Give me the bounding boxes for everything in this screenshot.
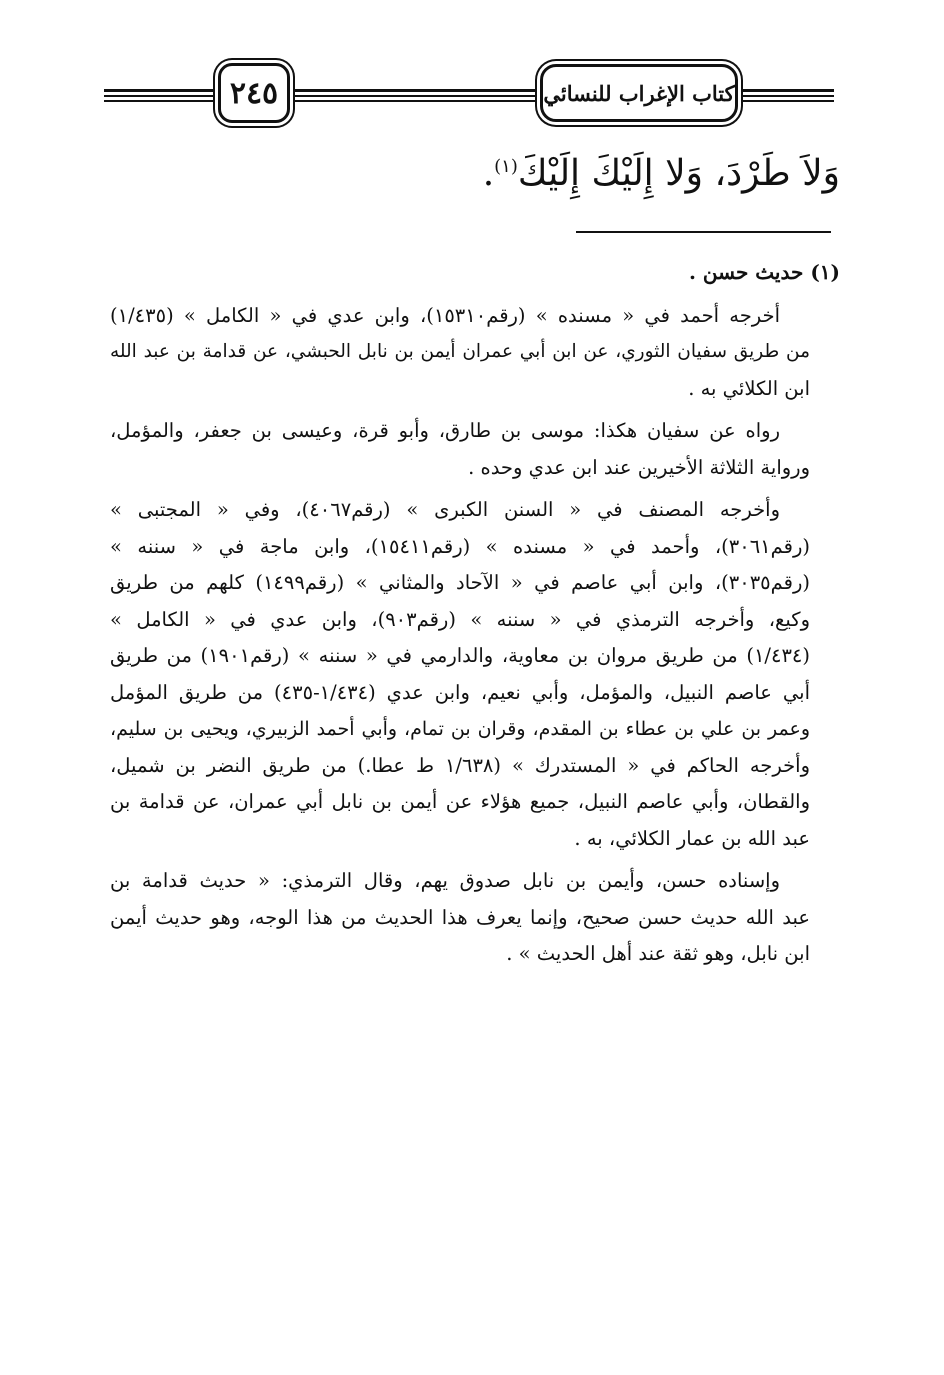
- text-line: رواه عن سفيان هكذا: موسى بن طارق، وأبو قرة، وعيسى بن جعفر، والمؤمل،: [110, 419, 780, 442]
- text-line: (١/٤٣٤) من طريق مروان بن معاوية، والدارمي في « سننه » (رقم١٩٠١) من طريق: [110, 644, 811, 667]
- text-line: وعمر بن علي بن عطاء بن المقدم، وقران بن تمام، وأبي أحمد الزبيري، ويحيى بن سليم،: [110, 718, 810, 740]
- text-line: أخرجه أحمد في « مسنده » (رقم١٥٣١٠)، وابن عدي في « الكامل » (١/٤٣٥): [110, 303, 780, 327]
- text-line: عبد الله بن عمار الكلائي، به .: [574, 826, 810, 850]
- text-line: (رقم٣٠٦١)، وأحمد في « مسنده » (رقم١٥٤١١)، وابن ماجة في « سننه »: [110, 534, 810, 558]
- text-line: ورواية الثلاثة الأخيرين عند ابن عدي وحده .: [468, 455, 810, 479]
- text-line: عبد الله حديث حسن صحيح، وإنما يعرف هذا الحديث من هذا الوجه، وهو حديث أيمن: [110, 905, 810, 929]
- footnote-paragraph: [110, 413, 840, 486]
- footnote-separator: [576, 231, 831, 233]
- page-number: ٢٤٥: [218, 63, 290, 123]
- book-title: كتاب الإغراب للنسائي: [540, 64, 738, 122]
- verse-text: وَلاَ طَرْدَ، وَلا إِلَيْكَ إِلَيْكَ: [517, 153, 840, 194]
- main-text: [100, 148, 840, 200]
- text-line: وإسناده حسن، وأيمن بن نابل صدوق يهم، وقال الترمذي: « حديث قدامة بن: [110, 869, 780, 892]
- text-line: ابن الكلائي به .: [688, 376, 810, 400]
- footnotes: [110, 254, 840, 979]
- text-line: وكيع، وأخرجه الترمذي في « سننه » (رقم٩٠٣)، وابن عدي في « الكامل »: [110, 607, 810, 631]
- footnote-paragraph: [110, 492, 840, 857]
- verse-end: .: [482, 153, 495, 194]
- text-line: ابن نابل، وهو ثقة عند أهل الحديث » .: [506, 942, 810, 965]
- footnote-marker: (١): [494, 156, 518, 177]
- text-line: من طريق سفيان الثوري، عن ابن أبي عمران أيمن بن نابل الحبشي، عن قدامة بن عبد الله: [110, 341, 810, 362]
- text-line: وأخرجه المصنف في « السنن الكبرى » (رقم٤٠٦٧)، وفي « المجتبى »: [110, 498, 781, 521]
- page-header: [0, 0, 944, 135]
- footnote-paragraph: [110, 298, 840, 408]
- footnote-paragraph: [110, 863, 840, 973]
- text-line: أبي عاصم النبيل، والمؤمل، وأبي نعيم، وابن عدي (١/٤٣٤-٤٣٥) من طريق المؤمل: [110, 680, 810, 704]
- footnote-heading: (١) حديث حسن .: [688, 260, 840, 284]
- text-line: والقطان، وأبي عاصم النبيل، جميع هؤلاء عن أيمن بن نابل أبي عمران، عن قدامة بن: [110, 790, 810, 813]
- text-line: وأخرجه الحاكم في « المستدرك » (١/٦٣٨ ط عطا.) من طريق النضر بن شميل،: [110, 753, 810, 777]
- text-line: (رقم٣٠٣٥)، وابن أبي عاصم في « الآحاد والمثاني » (رقم١٤٩٩) كلهم من طريق: [110, 571, 810, 594]
